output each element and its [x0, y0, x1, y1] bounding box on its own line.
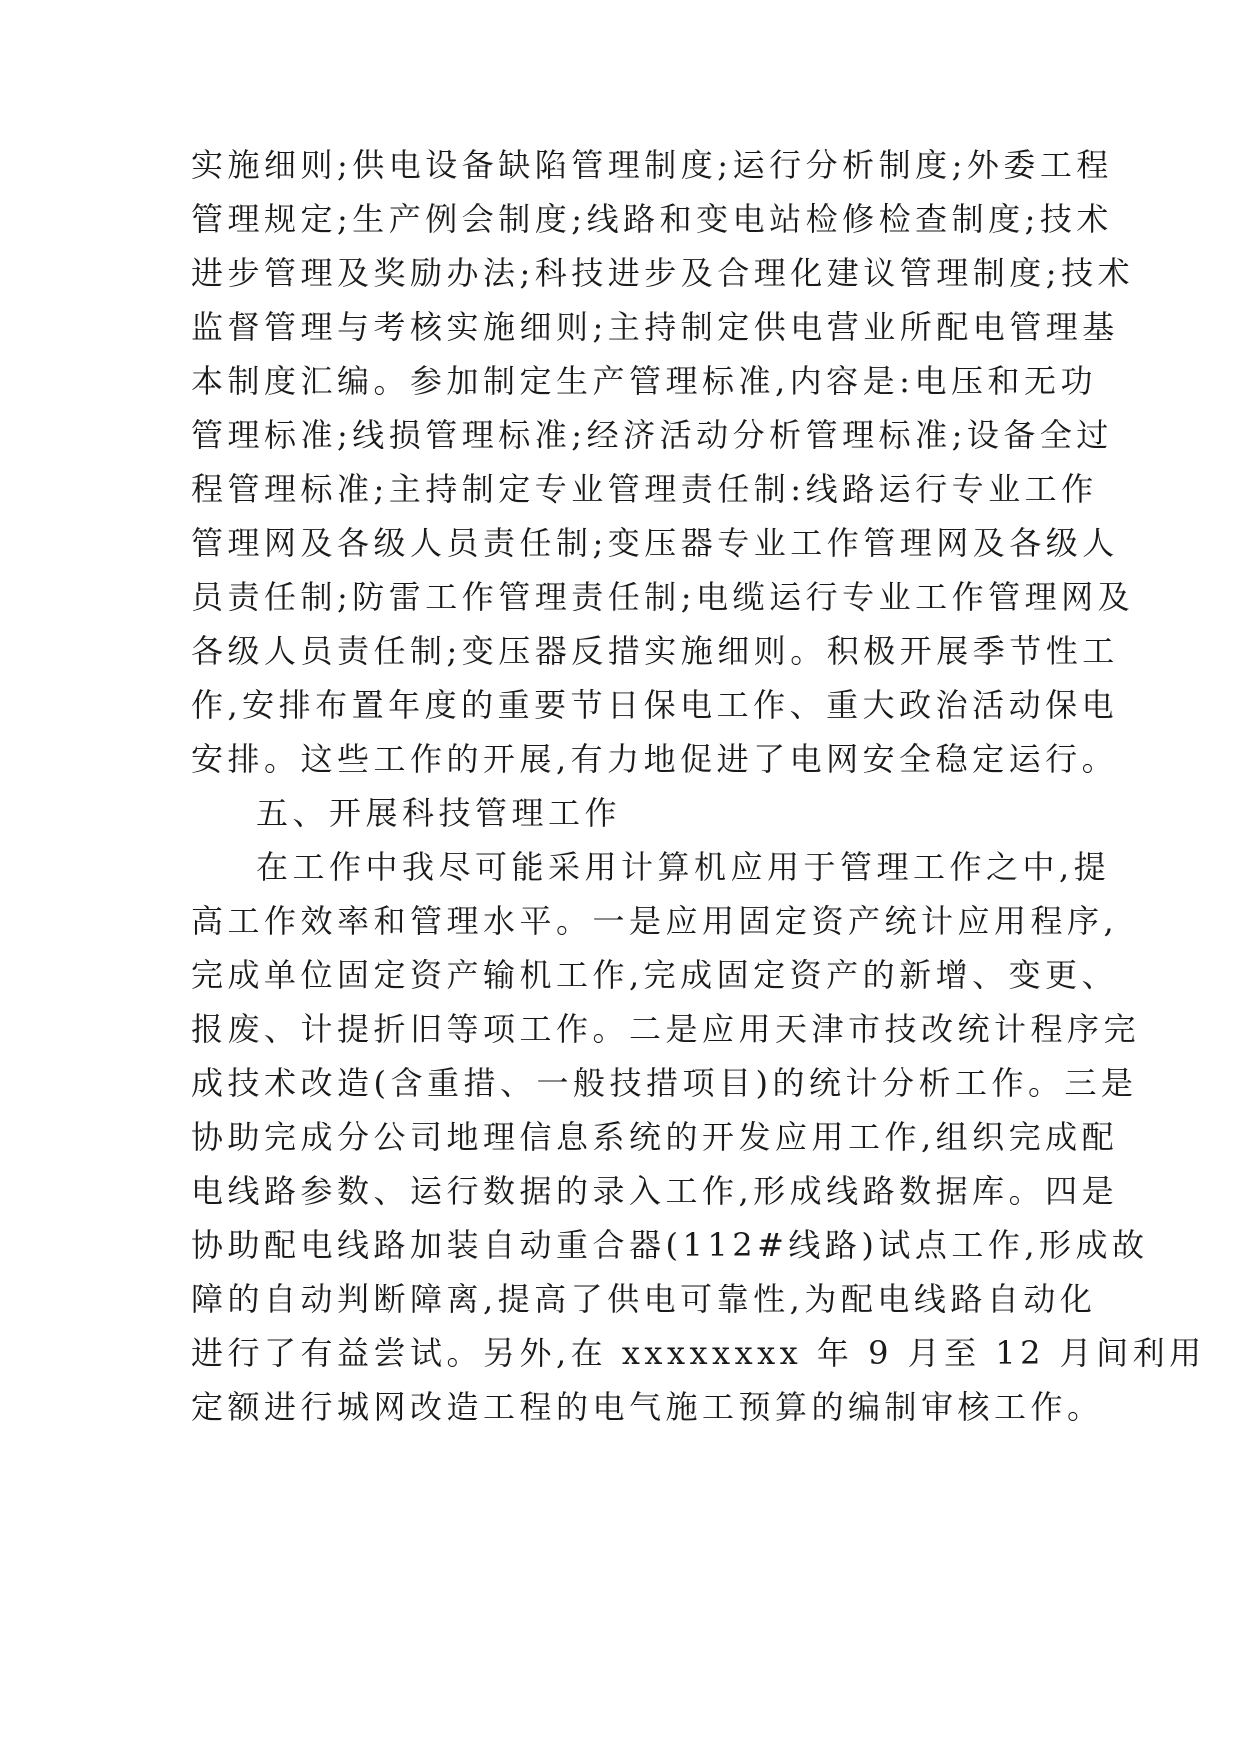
body-text-line: 协助配电线路加装自动重合器(112#线路)试点工作,形成故 [191, 1226, 1149, 1264]
body-text-line: 在工作中我尽可能采用计算机应用于管理工作之中,提 [256, 848, 1111, 886]
body-text-line: 实施细则;供电设备缺陷管理制度;运行分析制度;外委工程 [191, 146, 1113, 184]
body-text-line: 高工作效率和管理水平。一是应用固定资产统计应用程序, [191, 902, 1119, 940]
body-text-line: 监督管理与考核实施细则;主持制定供电营业所配电管理基 [191, 308, 1119, 346]
body-text-line: 障的自动判断障离,提高了供电可靠性,为配电线路自动化 [191, 1280, 1097, 1318]
body-text-line: 各级人员责任制;变压器反措实施细则。积极开展季节性工 [191, 632, 1119, 670]
body-text-line: 进行了有益尝试。另外,在 xxxxxxxx 年 9 月至 12 月间利用 [191, 1334, 1206, 1372]
body-text-line: 完成单位固定资产输机工作,完成固定资产的新增、变更、 [191, 956, 1119, 994]
body-text-line: 报废、计提折旧等项工作。二是应用天津市技改统计程序完 [191, 1010, 1141, 1048]
body-text-line: 管理网及各级人员责任制;变压器专业工作管理网及各级人 [191, 524, 1119, 562]
body-text-line: 管理标准;线损管理标准;经济活动分析管理标准;设备全过 [191, 416, 1113, 454]
body-text-line: 程管理标准;主持制定专业管理责任制:线路运行专业工作 [191, 470, 1098, 508]
body-text-line: 电线路参数、运行数据的录入工作,形成线路数据库。四是 [191, 1172, 1119, 1210]
body-text-line: 安排。这些工作的开展,有力地促进了电网安全稳定运行。 [191, 740, 1119, 778]
body-text-line: 作,安排布置年度的重要节日保电工作、重大政治活动保电 [191, 686, 1119, 724]
section-heading: 五、开展科技管理工作 [256, 794, 622, 832]
body-text-line: 进步管理及奖励办法;科技进步及合理化建议管理制度;技术 [191, 254, 1135, 292]
body-text-line: 本制度汇编。参加制定生产管理标准,内容是:电压和无功 [191, 362, 1097, 400]
body-text-line: 员责任制;防雷工作管理责任制;电缆运行专业工作管理网及 [191, 578, 1135, 616]
body-text-line: 管理规定;生产例会制度;线路和变电站检修检查制度;技术 [191, 200, 1113, 238]
body-text-line: 成技术改造(含重措、一般技措项目)的统计分析工作。三是 [191, 1064, 1138, 1102]
body-text-line: 定额进行城网改造工程的电气施工预算的编制审核工作。 [191, 1388, 1104, 1426]
body-text-line: 协助完成分公司地理信息系统的开发应用工作,组织完成配 [191, 1118, 1119, 1156]
